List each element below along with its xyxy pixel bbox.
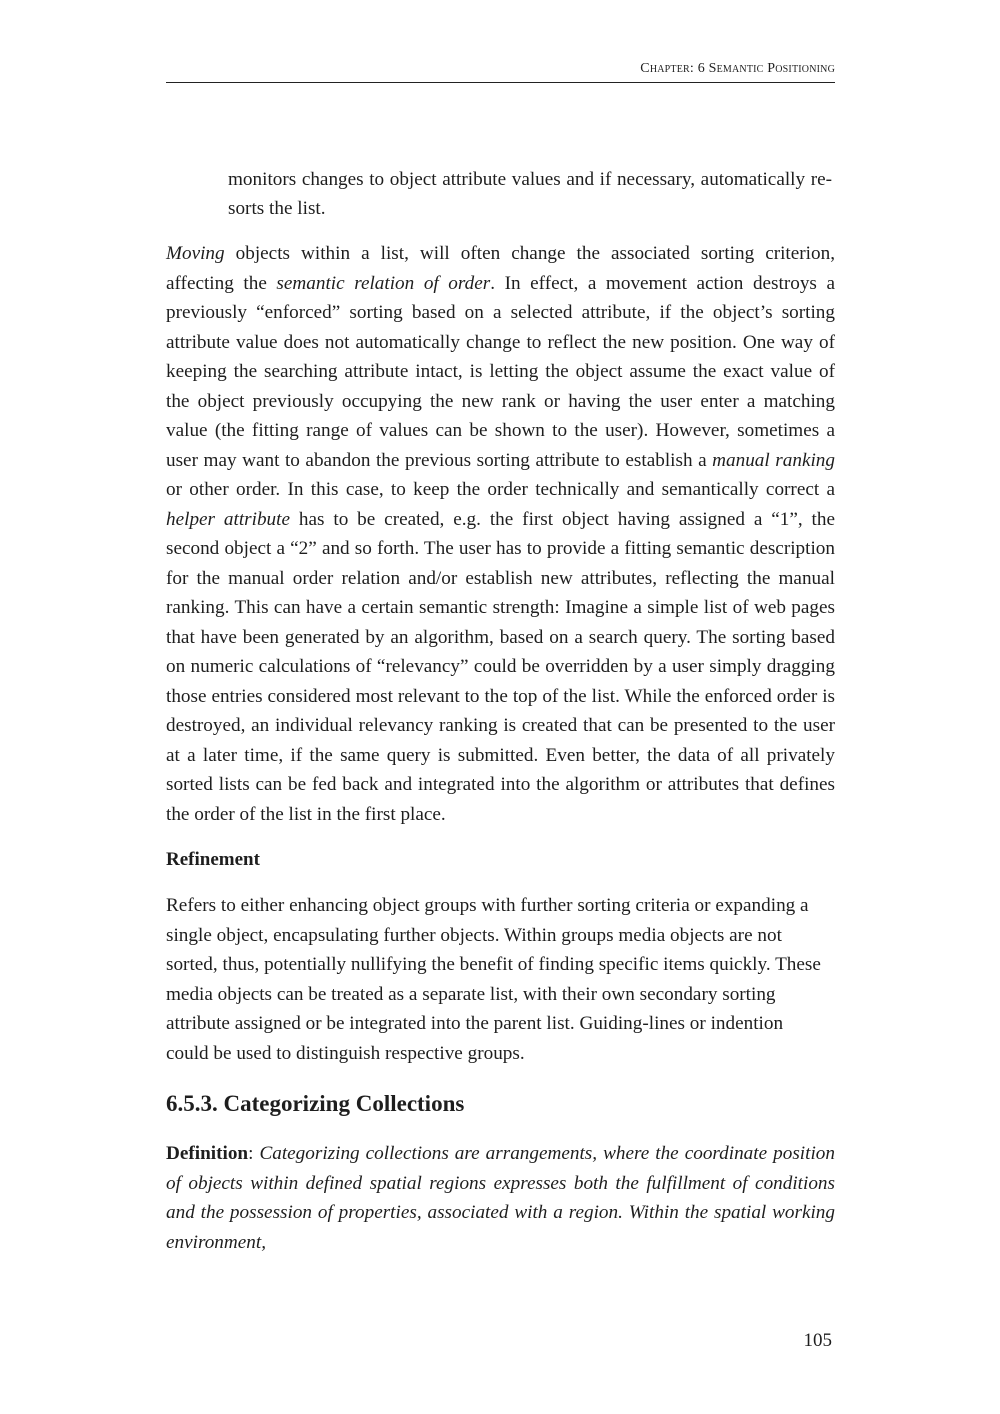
text-span: or other order. In this case, to keep the order technically and semantically correct a	[166, 479, 835, 500]
indented-paragraph: monitors changes to object attribute values and if necessary, automatically re-sorts the list.	[228, 169, 832, 219]
definition-label: Definition	[166, 1143, 249, 1164]
definition-paragraph	[166, 1139, 835, 1257]
definition-text: Categorizing collections are arrangements, where the coordinate position of objects within defined spatial regions expresses both the fulfillment of conditions and the possession of properties, associated with a region. Within the spatial working environment,	[166, 1143, 835, 1253]
term-manual-ranking: manual ranking	[712, 449, 835, 471]
term-moving: Moving	[166, 243, 225, 264]
text-span: objects within a list, will often change the associated sorting criterion, affecting the	[166, 243, 835, 294]
refinement-paragraph: Refers to either enhancing object groups with further sorting criteria or expanding a single object, encapsulating further objects. Within groups media objects are not sorted, thus, potentially nullifying the benefit of finding specific items quickly. These media objects can be treated as a separate list, with their own secondary sorting attribute assigned or be integrated into the parent list. Guiding-lines or indention could be used to distinguish respective groups.	[166, 895, 821, 1064]
term-helper-attribute: helper attribute	[166, 508, 290, 530]
running-head	[166, 60, 835, 83]
section-heading: 6.5.3. Categorizing Collections	[166, 1091, 465, 1116]
page-number: 105	[803, 1330, 832, 1351]
term-semantic-relation: semantic relation of order	[276, 272, 491, 294]
text-span: has to be created, e.g. the first object having assigned a “1”, the second object a “2” and so forth. The user has to provide a fitting semantic description for the manual order relation and/or establish new attributes, reflecting the manual ranking. This can have a certain semantic strength: Imagine a simple list of web pages that have been generated by an algorithm, based on a search query. The sorting based on numeric calculations of “relevancy” could be overridden by a user simply dragging those entries considered most relevant to the top of the list. While the enforced order is destroyed, an individual relevancy ranking is created that can be presented to the user at a later time, if the same query is submitted. Even better, the data of all privately sorted lists can be fed back and integrated into the algorithm or attributes that defines the order of the list in the first place.	[166, 508, 835, 825]
moving-paragraph	[166, 239, 835, 829]
text-span: . In effect, a movement action destroys a previously “enforced” sorting based on a selected attribute, if the object’s sorting attribute value does not automatically change to reflect the new position. One way of keeping the searching attribute intact, is letting the object assume the exact value of the object previously occupying the new rank or having the user enter a matching value (the fitting range of values can be shown to the user). However, sometimes a user may want to abandon the previous sorting attribute to establish a	[166, 272, 835, 471]
running-head-text: Chapter: 6 Semantic Positioning	[640, 61, 835, 76]
refinement-heading: Refinement	[166, 849, 260, 870]
definition-colon: :	[248, 1143, 260, 1164]
